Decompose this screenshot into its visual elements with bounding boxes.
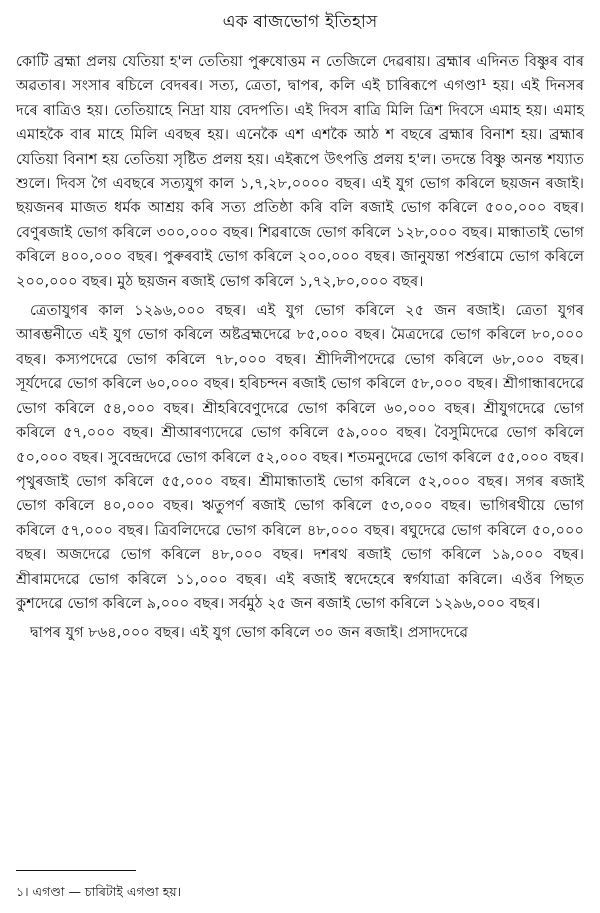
page-title: এক ৰাজভোগ ইতিহাস	[222, 12, 378, 32]
paragraph-satya-yuga: কোটি ব্ৰহ্মা প্ৰলয় যেতিয়া হ'ল তেতিয়া পুৰুষোত্তম ন তেজিলে দেৱৰায়। ব্ৰহ্মাৰ এদিনত বিষ্ণুৰ বাৰ অৱতাৰ। সংসাৰ ৰচিলে বেদৰৰ। সত্য, ত্ৰেতা, দ্বাপৰ, কলি এই চাৰিৰূপে এগণ্ডা¹ হয়। এই দিনসৰ দৰে ৰাত্ৰিও হয়। তেতিয়াহে নিদ্ৰা যায় বেদপতি। এই দিবস ৰাত্ৰি মিলি ত্ৰিশ দিবসে এমাহ হয়। এমাহ এমাহকৈ বাৰ মাহে মিলি এবছৰ হয়। এনেকৈ এশ এশকৈ আঠ শ বছৰে ব্ৰহ্মাৰ বিনাশ হয়। ব্ৰহ্মাৰ যেতিয়া বিনাশ হয় তেতিয়া সৃষ্টিত প্ৰলয় হয়। এইৰূপে উৎপত্তি প্ৰলয় হ'ল। তদন্তে বিষ্ণু অনন্ত শয্যাত শুলে। দিবস গৈ এবছৰে সত্যযুগ কাল ১,৭,২৮,০০০০ বছৰ। এই যুগ ভোগ কৰিলে ছয়জন ৰজাই। ছয়জনৰ মাজত ধৰ্মক আশ্ৰয় কৰি সত্য প্ৰতিষ্ঠা কৰি বলি ৰজাই ভোগ কৰিলে ৫০০,০০০ বছৰ। বেণুৰজাই ভোগ কৰিলে ৩০০,০০০ বছৰ। শিৱৰাজে ভোগ কৰিলে ১২৮,০০০ বছৰ। মান্ধাতাই ভোগ কৰিলে ৪০০,০০০ বছৰ। পুৰুৰবাই ভোগ কৰিলে ২০০,০০০ বছৰ। জানুযন্তা পৰ্শুৰামে ভোগ কৰিলে ২০০,০০০ বছৰ। মুঠ ছয়জন ৰজাই ভোগ কৰিলে ১,৭২,৮০,০০০ বছৰ।	[16, 53, 584, 290]
footnote-divider	[16, 870, 136, 871]
paragraph-treta-yuga: ত্ৰেতাযুগৰ কাল ১২৯৬,০০০ বছৰ। এই যুগ ভোগ কৰিলে ২৫ জন ৰজাই। ত্ৰেতা যুগৰ আৰম্ভনীতে এই যুগ ভোগ কৰিলে অষ্টব্ৰহ্মদেৱে ৮৫,০০০ বছৰ। মৈত্ৰদেৱে ভোগ কৰিলে ৮০,০০০ বছৰ। কস্যপদেৱে ভোগ কৰিলে ৭৮,০০০ বছৰ। শ্ৰীদিলীপদেৱে ভোগ কৰিলে ৬৮,০০০ বছৰ। সূৰ্যদেৱে ভোগ কৰিলে ৬০,০০০ বছৰ। হৰিচন্দন ৰজাই ভোগ কৰিলে ৫৮,০০০ বছৰ। শ্ৰীগান্ধাৰদেৱে ভোগ কৰিলে ৫৪,০০০ বছৰ। শ্ৰীহৰিবেণুদেৱে ভোগ কৰিলে ৬০,০০০ বছৰ। শ্ৰীযুগদেৱে ভোগ কৰিলে ৫৭,০০০ বছৰ। শ্ৰীআৰণ্যদেৱে ভোগ কৰিলে ৫৯,০০০ বছৰ। বৈসুমিদেৱে ভোগ কৰিলে ৫০,০০০ বছৰ। সুবেন্দ্ৰদেৱে ভোগ কৰিলে ৫২,০০০ বছৰ। শতমনুদেৱে ভোগ কৰিলে ৫৫,০০০ বছৰ। পৃথুৰজাই ভোগ কৰিলে ৫৫,০০০ বছৰ। শ্ৰীমান্ধাতাই ভোগ কৰিলে ৫২,০০০ বছৰ। সগৰ ৰজাই ভোগ কৰিলে ৪০,০০০ বছৰ। ঋতুপৰ্ণ ৰজাই ভোগ কৰিলে ৫৩,০০০ বছৰ। ভাগিৰথীয়ে ভোগ কৰিলে ৫৭,০০০ বছৰ। ত্ৰিবলিদেৱে ভোগ কৰিলে ৪৮,০০০ বছৰ। ৰঘুদেৱে ভোগ কৰিলে ৫০,০০০ বছৰ। অজদেৱে ভোগ কৰিলে ৪৮,০০০ বছৰ। দশৰথ ৰজাই ভোগ কৰিলে ১৯,০০০ বছৰ। শ্ৰীৰামদেৱে ভোগ কৰিলে ১১,০০০ বছৰ। এই ৰজাই স্বদেহেৰে স্বৰ্গযাত্ৰা কৰিলে। এওঁৰ পিছত কুশদেৱে ভোগ কৰিলে ৯,০০০ বছৰ। সৰ্বমুঠ ২৫ জন ৰজাই ভোগ কৰিলে ১২৯৬,০০০ বছৰ।	[16, 302, 584, 612]
footnote: ১। এগণ্ডা — চাৰিটাই এগণ্ডা হয়।	[16, 884, 182, 899]
paragraph-dvapar-yuga: দ্বাপৰ যুগ ৮৬৪,০০০ বছৰ। এই যুগ ভোগ কৰিলে ৩০ জন ৰজাই। প্ৰসাদদেৱে	[30, 624, 468, 642]
